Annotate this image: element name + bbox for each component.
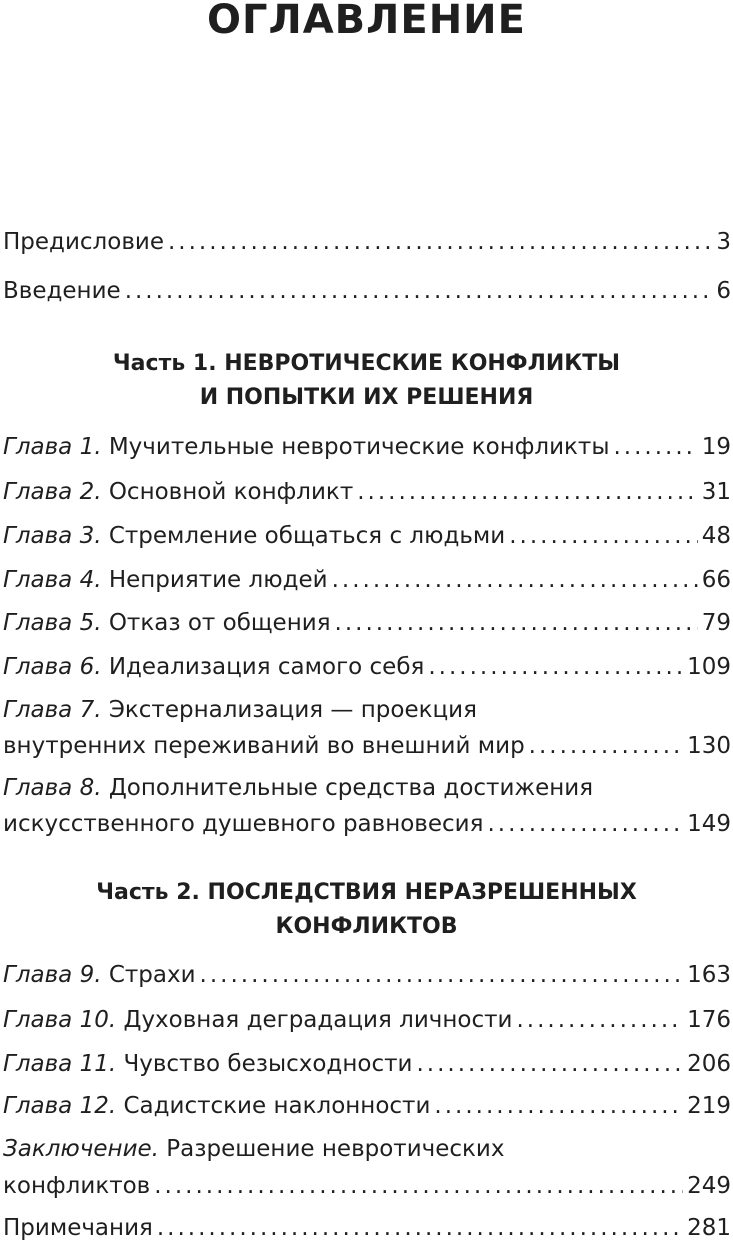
leader-dots <box>157 1213 683 1243</box>
page-number: 19 <box>701 434 731 460</box>
leader-dots <box>509 521 698 551</box>
entry-label <box>3 1049 412 1079</box>
chapter-prefix: Глава 11. <box>3 1051 117 1077</box>
entry-label <box>3 521 505 551</box>
toc-title: ОГЛАВЛЕНИЕ <box>207 0 526 43</box>
chapter-title: Стремление общаться с людьми <box>108 523 506 549</box>
toc-entry-chapter-7-line-1[interactable] <box>3 695 731 725</box>
chapter-title: Чувство безысходности <box>123 1051 413 1077</box>
chapter-title: Идеализация самого себя <box>108 654 425 680</box>
leader-dots <box>154 1171 683 1201</box>
chapter-title: Отказ от общения <box>108 610 331 636</box>
toc-entry-chapter-7-line-2[interactable] <box>3 731 731 761</box>
leader-dots <box>335 608 698 638</box>
page-number: 281 <box>687 1215 731 1241</box>
page-number: 130 <box>687 733 731 759</box>
page-number: 163 <box>687 962 731 988</box>
entry-label <box>3 477 353 507</box>
page-number: 109 <box>687 654 731 680</box>
chapter-title: Разрешение невротических <box>166 1136 505 1162</box>
chapter-title: Неприятие людей <box>108 567 328 593</box>
chapter-prefix: Глава 5. <box>3 610 102 636</box>
chapter-title: Экстернализация — проекция <box>108 697 477 723</box>
entry-label <box>3 652 424 682</box>
part-1-title-line-1: Часть 1. НЕВРОТИЧЕСКИЕ КОНФЛИКТЫ <box>112 351 621 376</box>
chapter-title-continued: конфликтов <box>3 1173 151 1199</box>
chapter-prefix: Глава 8. <box>3 775 102 801</box>
leader-dots <box>416 1049 683 1079</box>
entry-label <box>3 608 331 638</box>
toc-entry-chapter-8-line-2[interactable] <box>3 809 731 839</box>
chapter-prefix: Глава 10. <box>3 1007 117 1033</box>
page-number: 149 <box>687 811 731 837</box>
chapter-prefix: Заключение. <box>3 1136 159 1162</box>
entry-label: Предисловие <box>3 229 164 255</box>
page-number: 31 <box>701 479 731 505</box>
toc-entry-chapter-1[interactable] <box>3 432 731 462</box>
leader-dots <box>516 1005 683 1035</box>
page-number: 79 <box>701 610 731 636</box>
page-number: 6 <box>716 278 731 304</box>
toc-entry-chapter-3[interactable] <box>3 521 731 551</box>
toc-entry-introduction[interactable] <box>3 276 731 306</box>
page-number: 66 <box>701 567 731 593</box>
chapter-title-continued: внутренних переживаний во внешний мир <box>3 733 525 759</box>
entry-label: Примечания <box>3 1215 153 1241</box>
leader-dots <box>614 432 698 462</box>
page-number: 249 <box>687 1173 731 1199</box>
leader-dots <box>332 565 698 595</box>
toc-entry-notes[interactable] <box>3 1213 731 1243</box>
leader-dots <box>428 652 683 682</box>
part-1-title-line-2: И ПОПЫТКИ ИХ РЕШЕНИЯ <box>199 385 534 410</box>
toc-entry-chapter-4[interactable] <box>3 565 731 595</box>
chapter-title: Мучительные невротические конфликты <box>108 434 610 460</box>
chapter-title: Духовная деградация личности <box>123 1007 513 1033</box>
toc-entry-chapter-2[interactable] <box>3 477 731 507</box>
leader-dots <box>168 227 712 257</box>
chapter-title: Основной конфликт <box>108 479 354 505</box>
toc-entry-chapter-8-line-1[interactable] <box>3 773 731 803</box>
chapter-prefix: Глава 2. <box>3 479 102 505</box>
toc-entry-preface[interactable] <box>3 227 731 257</box>
entry-label <box>3 565 328 595</box>
page-number: 3 <box>716 229 731 255</box>
entry-label <box>3 960 196 990</box>
toc-entry-chapter-6[interactable] <box>3 652 731 682</box>
chapter-title-continued: искусственного душевного равновесия <box>3 811 484 837</box>
page-number: 219 <box>687 1093 731 1119</box>
chapter-prefix: Глава 1. <box>3 434 102 460</box>
toc-entry-chapter-11[interactable] <box>3 1049 731 1079</box>
chapter-prefix: Глава 4. <box>3 567 102 593</box>
leader-dots <box>487 809 683 839</box>
part-2-title-line-2: КОНФЛИКТОВ <box>275 914 458 939</box>
chapter-prefix: Глава 12. <box>3 1093 117 1119</box>
toc-entry-chapter-10[interactable] <box>3 1005 731 1035</box>
page-number: 206 <box>687 1051 731 1077</box>
entry-label <box>3 1091 430 1121</box>
chapter-prefix: Глава 9. <box>3 962 102 988</box>
chapter-prefix: Глава 3. <box>3 523 102 549</box>
toc-entry-conclusion-line-2[interactable] <box>3 1171 731 1201</box>
chapter-title: Садистские наклонности <box>123 1093 431 1119</box>
chapter-prefix: Глава 7. <box>3 697 102 723</box>
leader-dots <box>434 1091 683 1121</box>
chapter-prefix: Глава 6. <box>3 654 102 680</box>
part-2-title-line-1: Часть 2. ПОСЛЕДСТВИЯ НЕРАЗРЕШЕННЫХ <box>96 880 637 905</box>
leader-dots <box>200 960 684 990</box>
leader-dots <box>125 276 713 306</box>
toc-entry-chapter-5[interactable] <box>3 608 731 638</box>
entry-label <box>3 432 610 462</box>
leader-dots <box>529 731 683 761</box>
entry-label: Введение <box>3 278 121 304</box>
page-number: 48 <box>701 523 731 549</box>
chapter-title: Страхи <box>108 962 196 988</box>
chapter-title: Дополнительные средства достижения <box>108 775 594 801</box>
toc-entry-conclusion-line-1[interactable] <box>3 1134 731 1164</box>
page-number: 176 <box>687 1007 731 1033</box>
toc-entry-chapter-9[interactable] <box>3 960 731 990</box>
entry-label <box>3 1005 512 1035</box>
leader-dots <box>357 477 698 507</box>
toc-entry-chapter-12[interactable] <box>3 1091 731 1121</box>
